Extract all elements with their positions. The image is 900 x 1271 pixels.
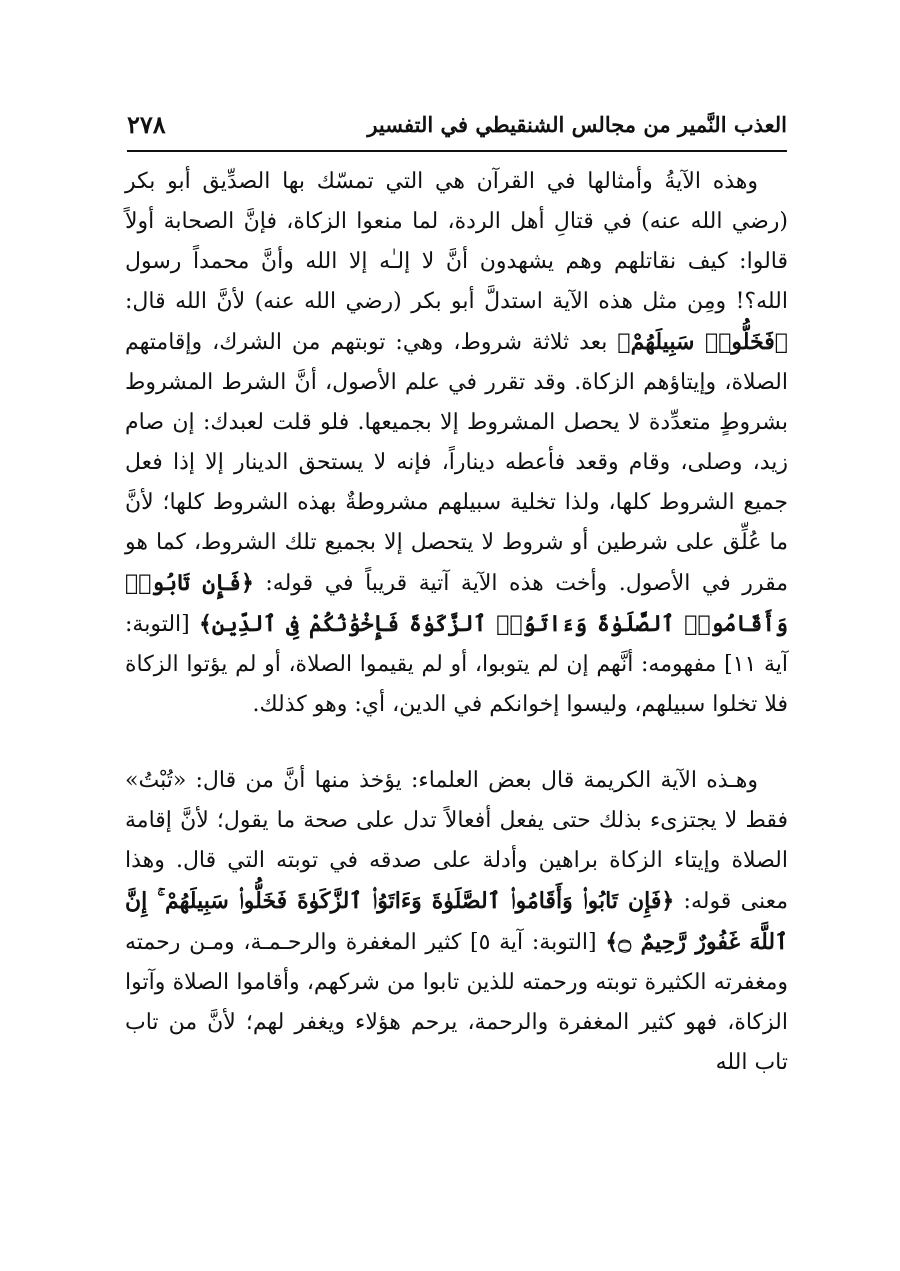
- paragraph-1-text-b: بعد ثلاثة شروط، وهي: توبتهم من الشرك، وإقامتهم الصلاة، وإيتاؤهم الزكاة. وقد تقرر في علم الأصول، أنَّ الشرط المشروط بشروطٍ متعدِّدة لا يحصل المشروط إلا بجميعها. فلو قلت لعبدك: إن صام زيد، وصلى، وقام وقعد فأعطه ديناراً، فإنه لا يستحق الدينار إلا إذا فعل جميع الشروط كلها، ولذا تخلية سبيلهم مشروطةٌ بهذه الشروط كلها؛ لأنَّ ما عُلِّق على شرطين أو شروط لا يتحصل إلا بجميع تلك الشروط، كما هو مقرر في الأصول. وأخت هذه الآية آتية قريباً في قوله:: [125, 330, 788, 596]
- quran-open-bracket: ﴿: [661, 888, 675, 914]
- quran-quote: فَخَلُّوا۟ سَبِيلَهُمْ: [630, 329, 775, 355]
- paragraph-1-text-c: [التوبة: آية ١١] مفهومه: أنَّهم إن لم يتوبوا، أو لم يقيموا الصلاة، أو لم يؤتوا الزكاة فلا تخلوا سبيلهم، وليسوا إخوانكم في الدين، أي: وهو كذلك.: [125, 612, 788, 717]
- paragraph-1-text-a: وهذه الآيةُ وأمثالها في القرآن هي التي تمسّك بها الصدِّيق أبو بكر (رضي الله عنه) في قتالِ أهل الردة، لما منعوا الزكاة، فإنَّ الصحابة أولاً قالوا: كيف نقاتلهم وهم يشهدون أنَّ لا إلـٰه إلا الله وأنَّ محمداً رسول الله؟! ومِن مثل هذه الآية استدلَّ أبو بكر (رضي الله عنه) لأنَّ الله قال:: [125, 169, 788, 314]
- paragraph-2-text-b: [التوبة: آية ٥] كثير المغفرة والرحـمـة، ومـن رحمته ومغفرته الكثيرة توبته ورحمته للذين تابوا من شركهم، وأقاموا الصلاة وآتوا الزكاة، فهو كثير المغفرة والرحمة، يرحم هؤلاء ويغفر لهم؛ لأنَّ من تاب تاب الله: [125, 930, 788, 1075]
- quran-open-bracket: ﴿: [240, 570, 254, 596]
- body-text: [125, 162, 788, 1083]
- quran-close-bracket: ﴾: [617, 329, 631, 355]
- paragraph-2: [125, 761, 788, 1083]
- page-header: [127, 110, 787, 148]
- page-number: ٢٧٨: [127, 110, 166, 139]
- paragraph-2-text-a: وهـذه الآية الكريمة قال بعض العلماء: يؤخذ منها أنَّ من قال: «تُبْتُ» فقط لا يجتزىء بذلك حتى يفعل أفعالاً تدل على صحة ما يقول؛ لأنَّ إقامة الصلاة وإيتاء الزكاة براهين وأدلة على صدقه في توبته التي قال. وهذا معنى قوله:: [125, 768, 788, 914]
- quran-quote: فَإِن تَابُوا۟ وَأَقَامُوا۟ ٱلصَّلَوٰةَ وَءَاتَوُا۟ ٱلزَّكَوٰةَ فَإِخْوَٰنُكُمْ فِى ٱلدِّينِ: [125, 570, 788, 637]
- quran-open-bracket: ﴿: [774, 329, 788, 355]
- running-title: العذب النَّمير من مجالس الشنقيطي في التفسير: [367, 112, 787, 137]
- paragraph-1: [125, 162, 788, 725]
- quran-quote: فَإِن تَابُوا۟ وَأَقَامُوا۟ ٱلصَّلَوٰةَ وَءَاتَوُا۟ ٱلزَّكَوٰةَ فَخَلُّوا۟ سَبِيلَهُمْ ۚ إِنَّ ٱللَّهَ غَفُورٌ رَّحِيمٌ ۝: [125, 888, 789, 955]
- header-divider: [127, 150, 787, 152]
- quran-close-bracket: ﴾: [198, 611, 212, 637]
- quran-close-bracket: ﴾: [605, 929, 619, 955]
